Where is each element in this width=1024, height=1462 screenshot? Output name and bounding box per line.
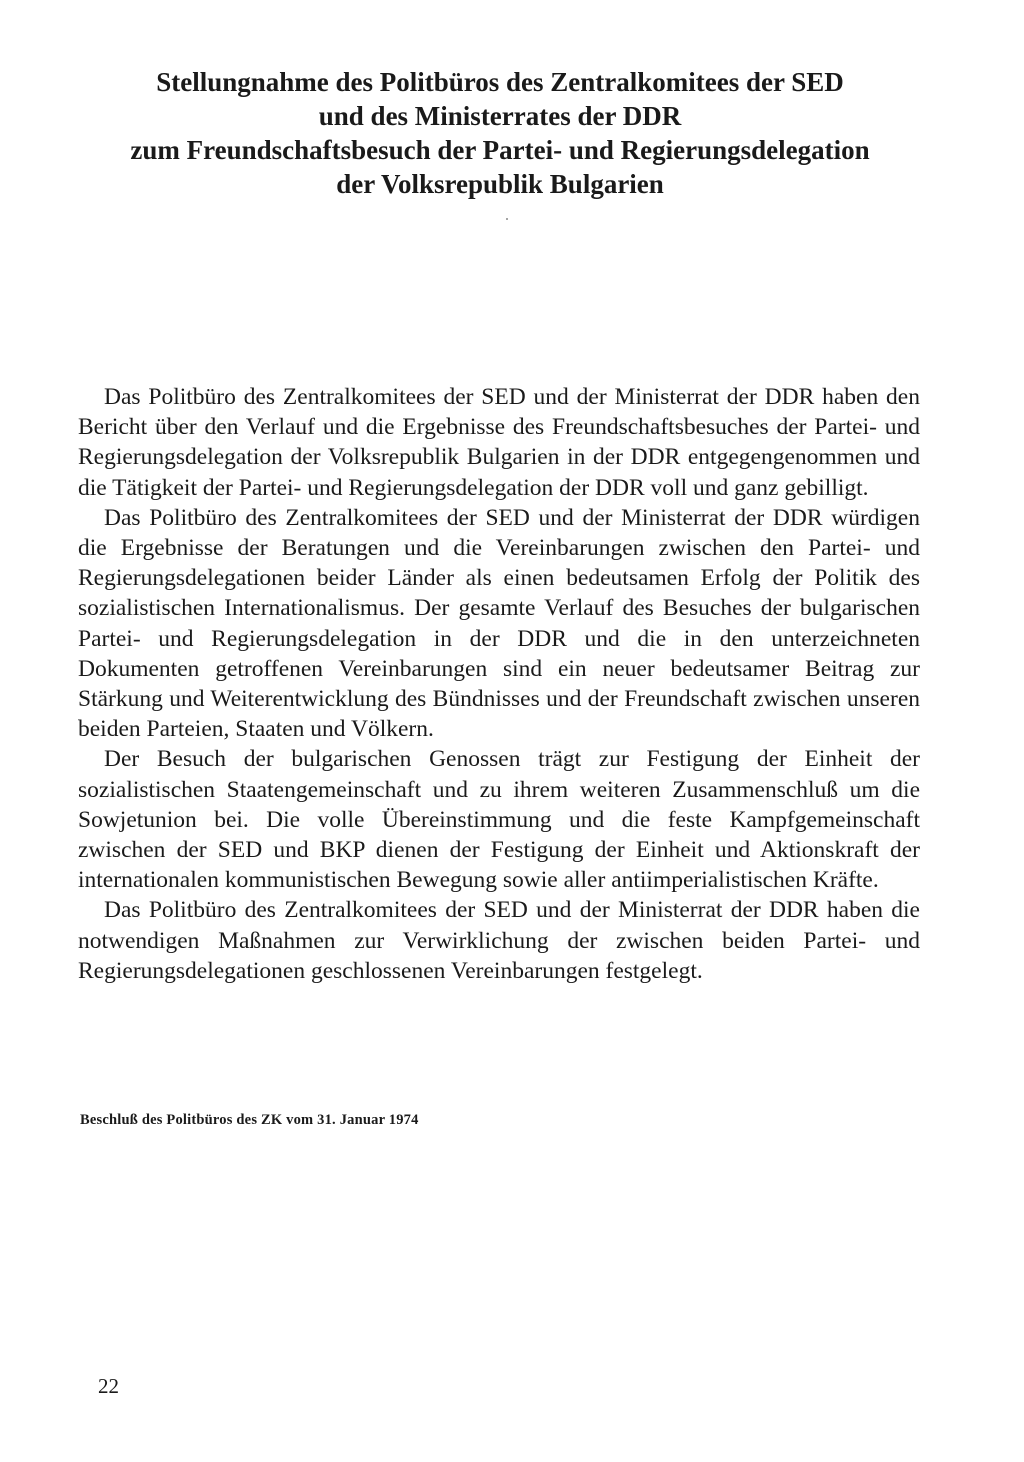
body-paragraph: Der Besuch der bulgarischen Genossen trägt zur Festigung der Einheit der sozialistischen Staatengemeinschaft und zu ihrem weiteren Zusammenschluß um die Sowjetunion bei. Die volle Übereinstimmung und die feste Kampfgemeinschaft zwischen der SED und BKP dienen der Festigung der Einheit und Aktionskraft der internationalen kommunistischen Bewegung sowie aller antiimperialistischen Kräfte. <box>78 746 920 894</box>
title-line: Stellungnahme des Politbüros des Zentralkomitees der SED <box>156 67 844 97</box>
page-number: 22 <box>98 1374 119 1398</box>
title-line: der Volksrepublik Bulgarien <box>336 169 664 199</box>
print-speck <box>506 218 508 220</box>
document-title <box>80 65 920 201</box>
body-paragraph: Das Politbüro des Zentralkomitees der SED und der Ministerrat der DDR würdigen die Ergebnisse der Beratungen und die Vereinbarungen zwischen den Partei- und Regierungsdelegationen beider Länder als einen bedeutsamen Erfolg der Politik des sozialistischen Internationalismus. Der gesamte Verlauf des Besuches der bulgarischen Partei- und Regierungsdelegation in der DDR und die in den unterzeichneten Dokumenten getroffenen Vereinbarungen sind ein neuer bedeutsamer Beitrag zur Stärkung und Weiterentwicklung des Bündnisses und der Freundschaft zwischen unseren beiden Parteien, Staaten und Völkern. <box>78 504 920 743</box>
title-line: zum Freundschaftsbesuch der Partei- und Regierungsdelegation <box>130 135 870 165</box>
document-body <box>78 382 920 986</box>
body-paragraph: Das Politbüro des Zentralkomitees der SED und der Ministerrat der DDR haben den Bericht über den Verlauf und die Ergebnisse des Freundschaftsbesuches der Partei- und Regierungsdelegation der Volksrepublik Bulgarien in der DDR entgegengenommen und die Tätigkeit der Partei- und Regierungsdelegation der DDR voll und ganz gebilligt. <box>78 384 920 501</box>
resolution-footnote: Beschluß des Politbüros des ZK vom 31. Januar 1974 <box>80 1112 419 1128</box>
body-paragraph: Das Politbüro des Zentralkomitees der SED und der Ministerrat der DDR haben die notwendigen Maßnahmen zur Verwirklichung der zwischen beiden Partei- und Regierungsdelegationen geschlossenen Vereinbarungen festgelegt. <box>78 897 920 984</box>
title-line: und des Ministerrates der DDR <box>318 101 682 131</box>
